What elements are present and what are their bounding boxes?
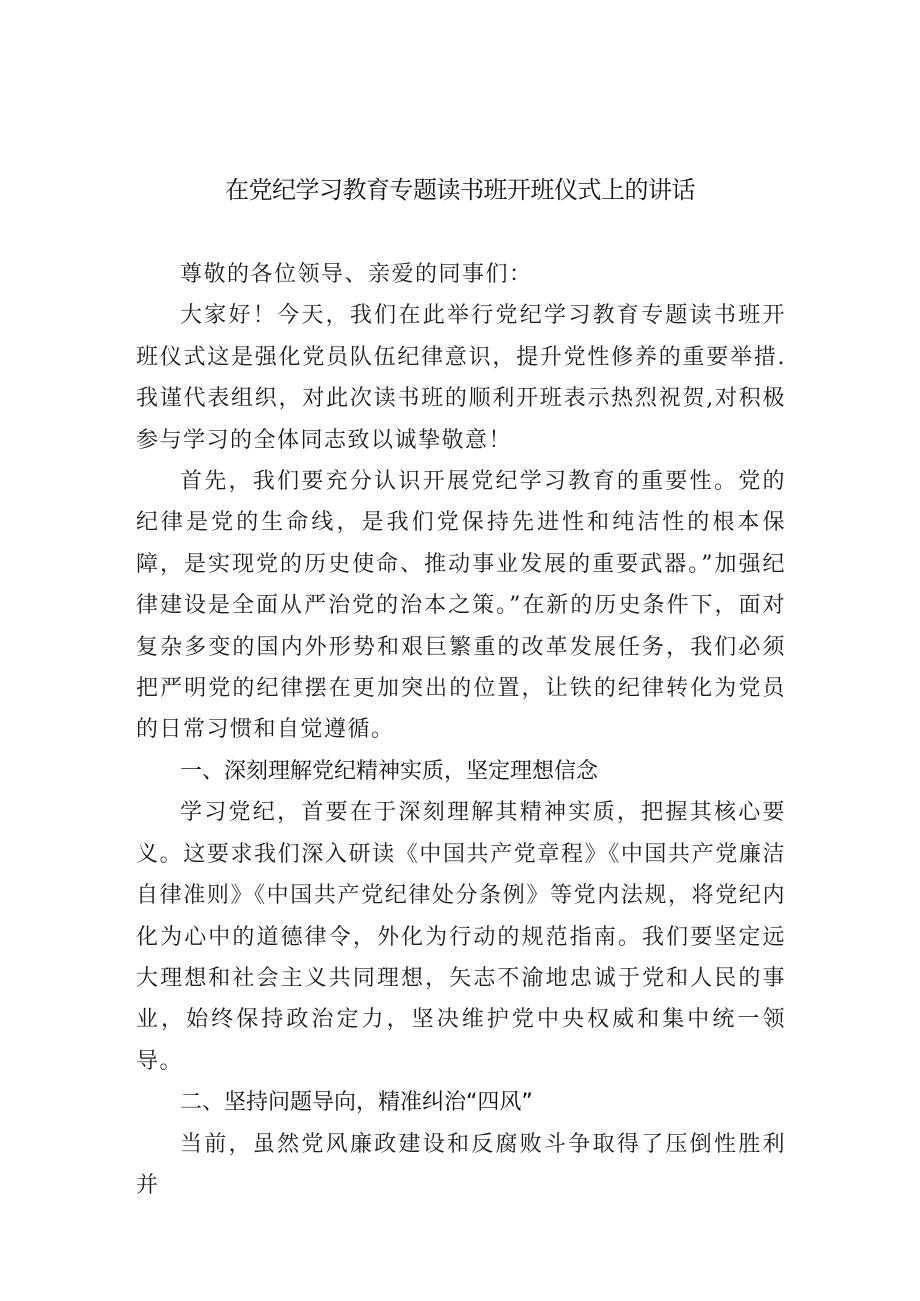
paragraph-importance: 首先，我们要充分认识开展党纪学习教育的重要性。党的纪律是党的生命线，是我们党保持先进性和纯洁性的根本保障，是实现党的历史使命、推动事业发展的重要武器。”加强纪律建设是全面从严治党的治本之策。”在新的历史条件下，面对复杂多变的国内外形势和艰巨繁重的改革发展任务，我们必须把严明党的纪律摆在更加突出的位置，让铁的纪律转化为党员的日常习惯和自觉遵循。 <box>136 469 786 743</box>
section-2-paragraph: 当前，虽然党风廉政建设和反腐败斗争取得了压倒性胜利并 <box>136 1131 786 1198</box>
salutation: 尊敬的各位领导、亲爱的同事们： <box>180 262 533 287</box>
paragraph-greeting: 大家好！今天，我们在此举行党纪学习教育专题读书班开班仪式这是强化党员队伍纪律意识，提升党性修养的重要举措.我谨代表组织，对此次读书班的顺利开班表示热烈祝贺,对积极参与学习的全体同志致以诚挚敬意！ <box>136 303 786 453</box>
section-heading-2: 二、坚持问题导向，精准纠治“四风” <box>180 1090 533 1116</box>
section-heading-1: 一、深刻理解党纪精神实质，坚定理想信念 <box>180 758 599 784</box>
section-1-paragraph: 学习党纪，首要在于深刻理解其精神实质，把握其核心要义。这要求我们深入研读《中国共产党章程》《中国共产党廉洁自律准则》《中国共产党纪律处分条例》等党内法规，将党纪内化为心中的道德律令，外化为行动的规范指南。我们要坚定远大理想和社会主义共同理想，矢志不渝地忠诚于党和人民的事业，始终保持政治定力，坚决维护党中央权威和集中统一领导。 <box>136 800 786 1074</box>
document-title: 在党纪学习教育专题读书班开班仪式上的讲话 <box>225 176 695 204</box>
document-body <box>136 254 786 1206</box>
